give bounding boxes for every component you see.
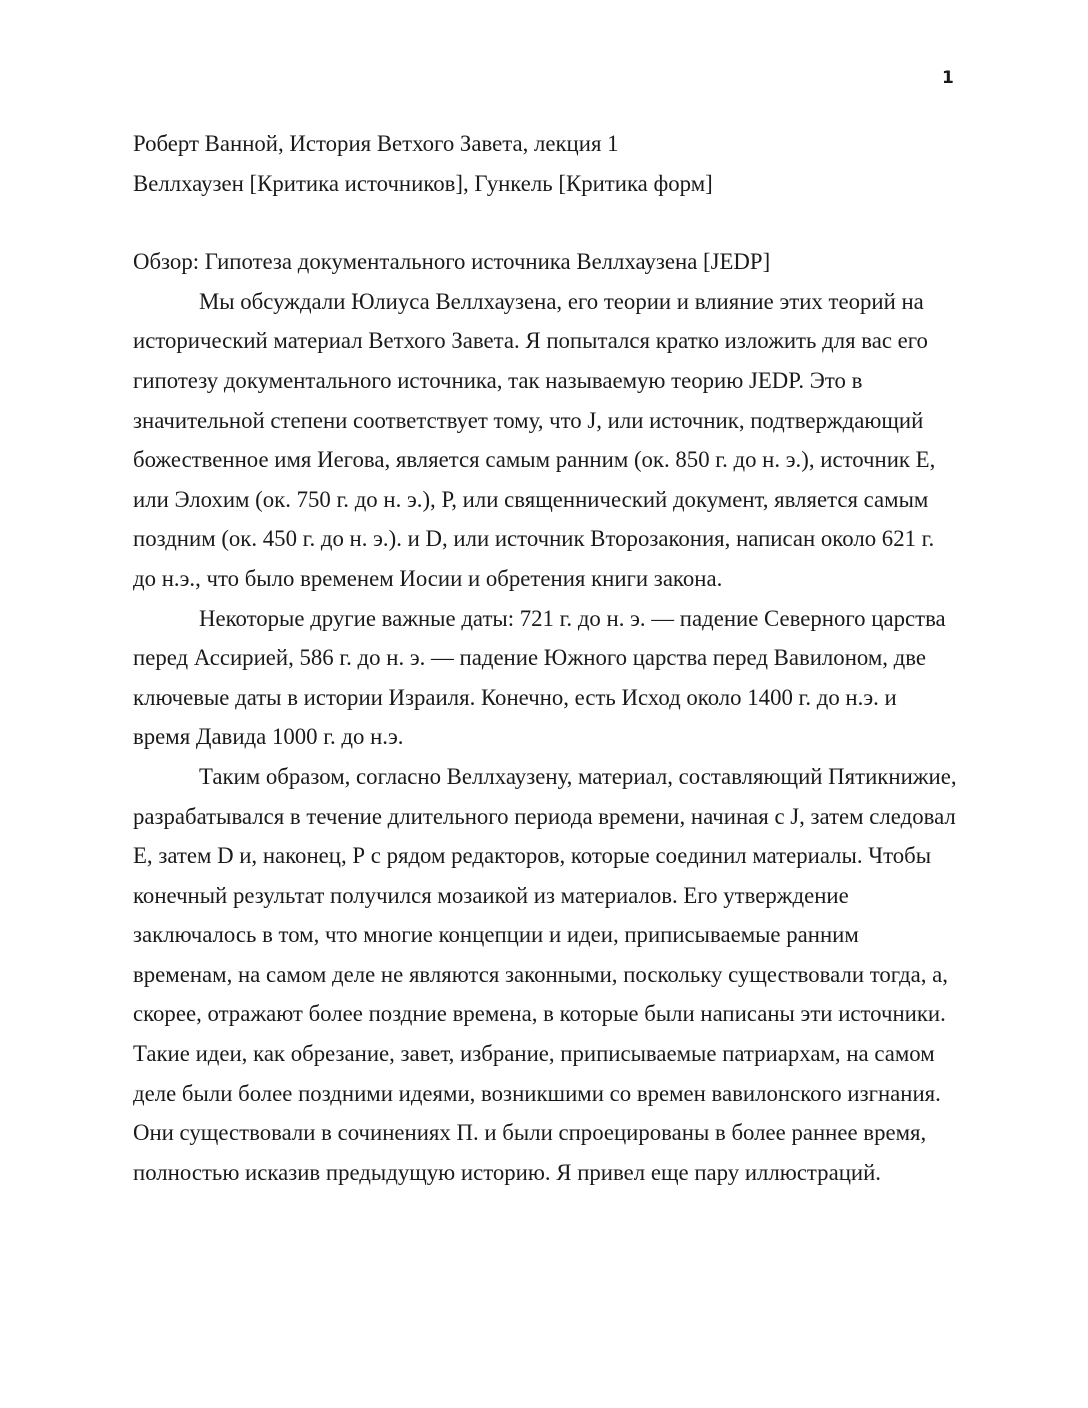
paragraph-1: Мы обсуждали Юлиуса Веллхаузена, его теории и влияние этих теорий на исторический материал Ветхого Завета. Я попытался кратко изложить для вас его гипотезу документального источника, так называемую теорию JEDP. Это в значительной степени соответствует тому, что J, или источник, подтверждающий божественное имя Иегова, является самым ранним (ок. 850 г. до н. э.), источник Е, или Элохим (ок. 750 г. до н. э.), Р, или священнический документ, является самым поздним (ок. 450 г. до н. э.). и D, или источник Второзакония, написан около 621 г. до н.э., что было временем Иосии и обретения книги закона. [133, 288, 936, 591]
paragraph-2: Некоторые другие важные даты: 721 г. до н. э. — падение Северного царства перед Ассирией, 586 г. до н. э. — падение Южного царства перед Вавилоном, две ключевые даты в истории Израиля. Конечно, есть Исход около 1400 г. до н.э. и время Давида 1000 г. до н.э. [133, 605, 946, 750]
document-body [133, 124, 958, 1192]
spacer [133, 203, 958, 242]
section-heading: Обзор: Гипотеза документального источника Веллхаузена [JEDP] [133, 249, 771, 275]
paragraph-3: Таким образом, согласно Веллхаузену, материал, составляющий Пятикнижие, разрабатывался в течение длительного периода времени, начиная с J, затем следовал Е, затем D и, наконец, Р с рядом редакторов, которые соединил материалы. Чтобы конечный результат получился мозаикой из материалов. Его утверждение заключалось в том, что многие концепции и идеи, приписываемые ранним временам, на самом деле не являются законными, поскольку существовали тогда, а, скорее, отражают более поздние времена, в которые были написаны эти источники. Такие идеи, как обрезание, завет, избрание, приписываемые патриархам, на самом деле были более поздними идеями, возникшими со времен вавилонского изгнания. Они существовали в сочинениях П. и были спроецированы в более раннее время, полностью исказив предыдущую историю. Я привел еще пару иллюстраций. [133, 763, 957, 1185]
lecture-subtitle: Веллхаузен [Критика источников], Гункель [Критика форм] [133, 170, 713, 196]
lecture-title: Роберт Ванной, История Ветхого Завета, лекция 1 [133, 131, 619, 156]
page-number: 1 [942, 68, 954, 88]
